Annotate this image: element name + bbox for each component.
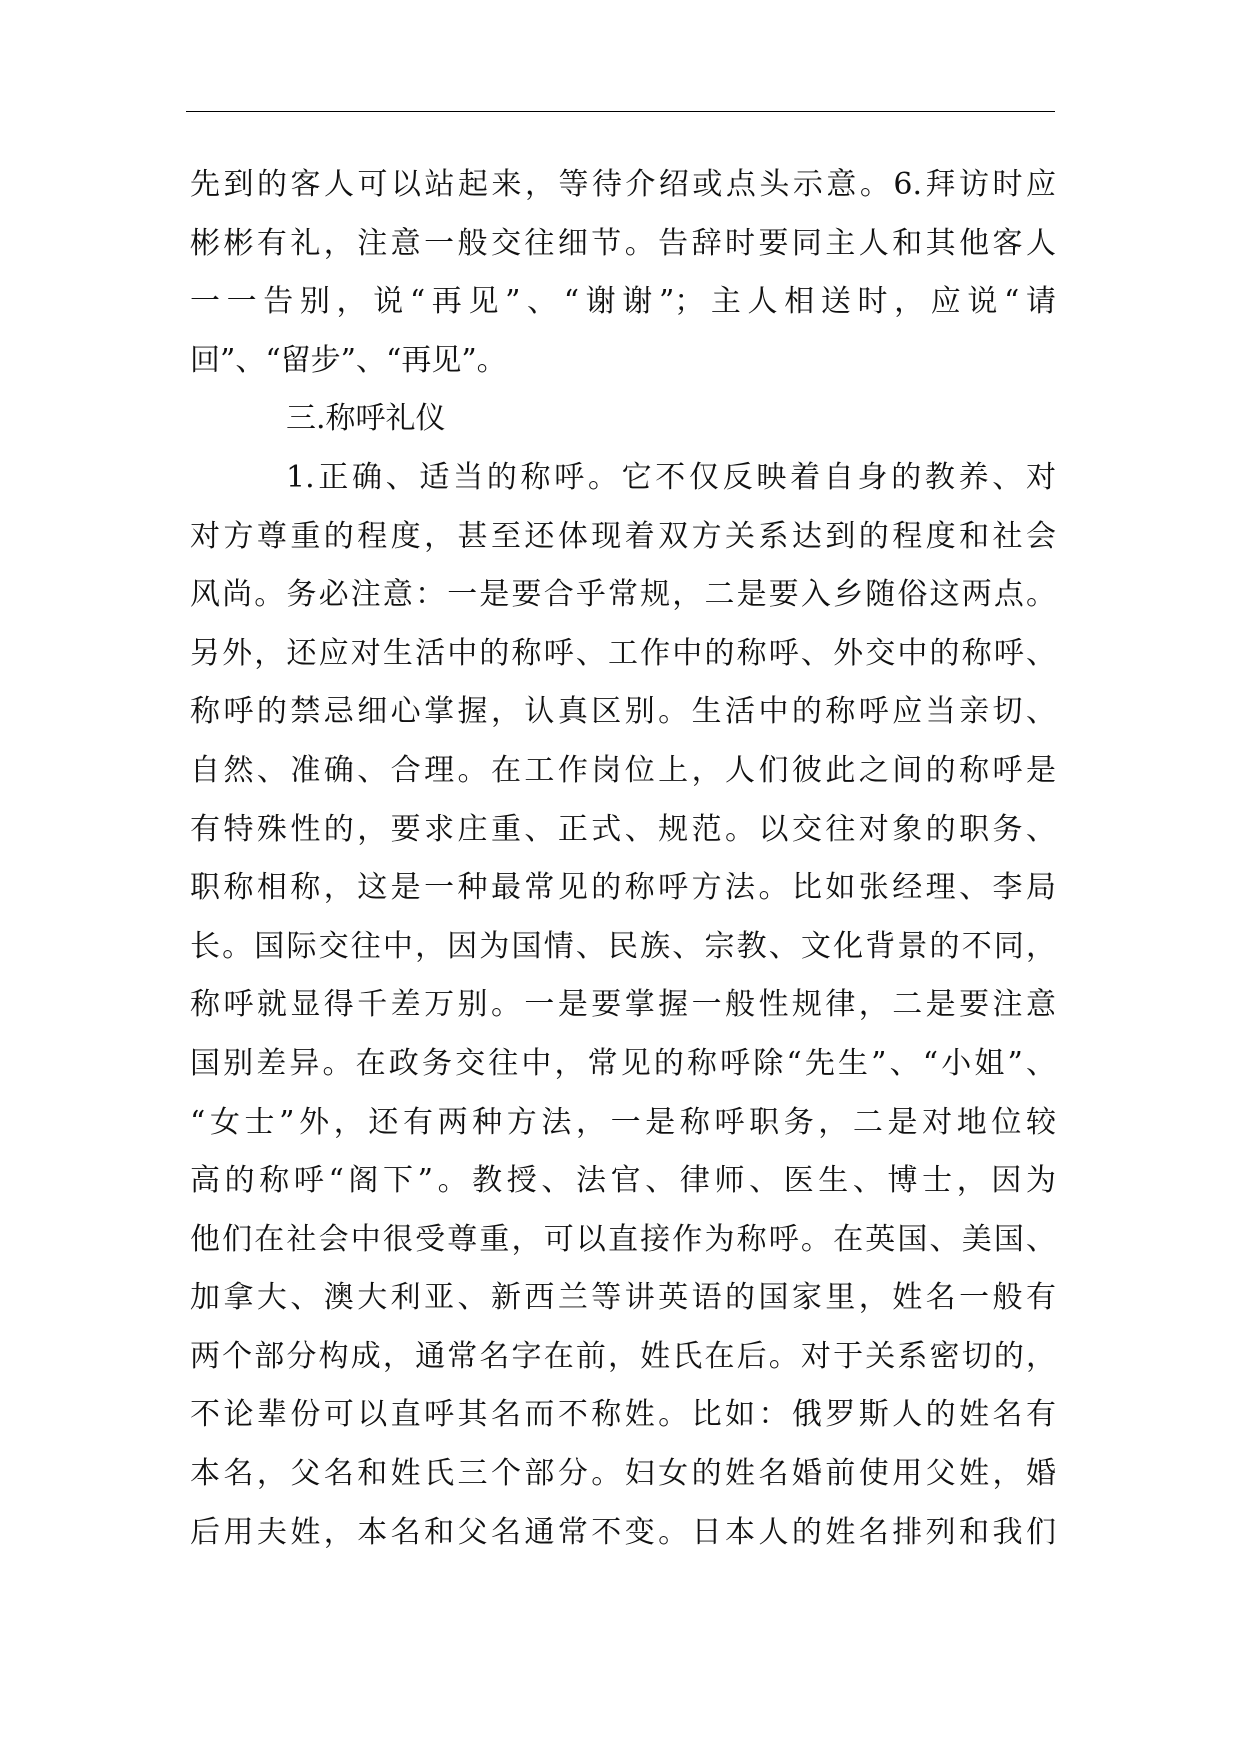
text-line: 对方尊重的程度，甚至还体现着双方关系达到的程度和社会 xyxy=(190,518,1056,554)
body-text xyxy=(190,156,1056,1562)
text-line: 另外，还应对生活中的称呼、工作中的称呼、外交中的称呼、 xyxy=(190,635,1056,671)
section-heading: 三.称呼礼仪 xyxy=(286,401,446,437)
text-line: 本名，父名和姓氏三个部分。妇女的姓名婚前使用父姓，婚 xyxy=(190,1456,1056,1492)
text-line: 不论辈份可以直呼其名而不称姓。比如：俄罗斯人的姓名有 xyxy=(190,1397,1056,1433)
text-line: “女士”外，还有两种方法，一是称呼职务，二是对地位较 xyxy=(190,1104,1056,1140)
text-line: 有特殊性的，要求庄重、正式、规范。以交往对象的职务、 xyxy=(190,811,1056,847)
text-line: 高的称呼“阁下”。教授、法官、律师、医生、博士，因为 xyxy=(190,1163,1056,1199)
text-line: 1.正确、适当的称呼。它不仅反映着自身的教养、对 xyxy=(286,459,1056,495)
text-line: 两个部分构成，通常名字在前，姓氏在后。对于关系密切的， xyxy=(190,1338,1056,1374)
text-line: 称呼就显得千差万别。一是要掌握一般性规律，二是要注意 xyxy=(190,987,1056,1023)
text-line: 加拿大、澳大利亚、新西兰等讲英语的国家里，姓名一般有 xyxy=(190,1280,1056,1316)
text-line: 一一告别，说“再见”、“谢谢”；主人相送时，应说“请 xyxy=(190,284,1056,320)
text-line: 风尚。务必注意：一是要合乎常规，二是要入乡随俗这两点。 xyxy=(190,577,1056,613)
text-line: 称呼的禁忌细心掌握，认真区别。生活中的称呼应当亲切、 xyxy=(190,694,1056,730)
text-line: 国别差异。在政务交往中，常见的称呼除“先生”、“小姐”、 xyxy=(190,1045,1056,1081)
text-line: 长。国际交往中，因为国情、民族、宗教、文化背景的不同， xyxy=(190,928,1056,964)
text-line: 自然、准确、合理。在工作岗位上，人们彼此之间的称呼是 xyxy=(190,752,1056,788)
text-line: 先到的客人可以站起来，等待介绍或点头示意。6.拜访时应 xyxy=(190,167,1056,202)
text-line: 彬彬有礼，注意一般交往细节。告辞时要同主人和其他客人 xyxy=(190,225,1056,261)
text-line: 职称相称，这是一种最常见的称呼方法。比如张经理、李局 xyxy=(190,870,1056,906)
text-line: 后用夫姓，本名和父名通常不变。日本人的姓名排列和我们 xyxy=(190,1514,1056,1550)
header-rule xyxy=(186,111,1055,112)
text-line: 回”、“留步”、“再见”。 xyxy=(190,342,507,378)
text-line: 他们在社会中很受尊重，可以直接作为称呼。在英国、美国、 xyxy=(190,1221,1056,1257)
